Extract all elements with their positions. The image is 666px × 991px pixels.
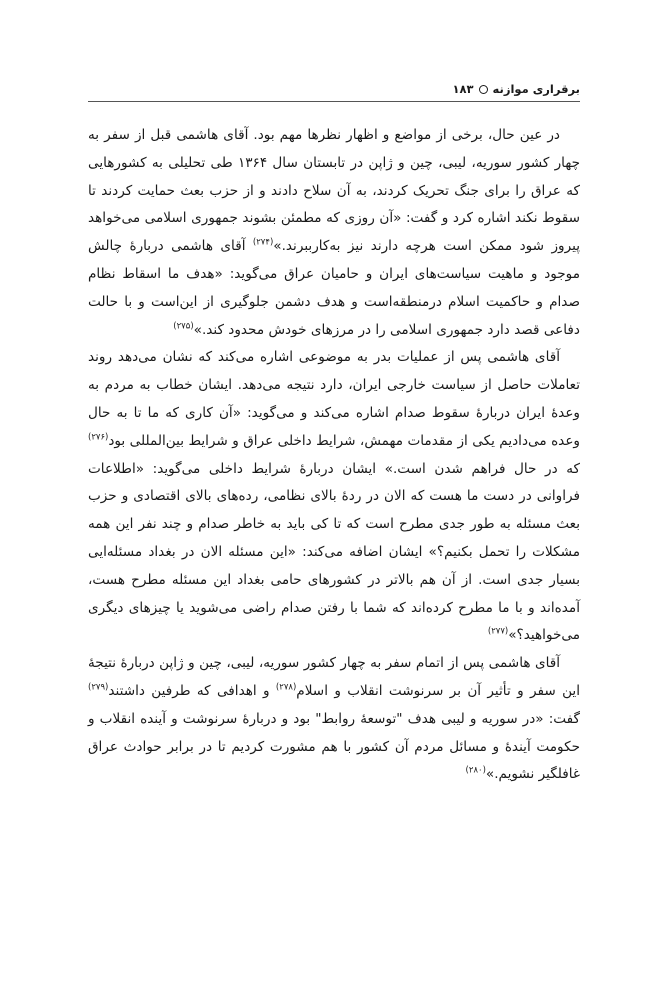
paragraph-2 bbox=[88, 344, 580, 650]
paragraph-text: آقای هاشمی دربارهٔ چالش موجود و ماهیت سیاست‌های ایران و حامیان عراق می‌گوید: «هدف ما اسقاط نظام صدام و حاکمیت اسلام درمنطقه‌است و هدف دشمن جلوگیری از این‌است و با حالت دفاعی قصد دارد جمهوری اسلامی را در مرزهای خودش محدود کند.» bbox=[88, 238, 580, 338]
paragraph-3 bbox=[88, 650, 580, 789]
footnote-ref: (۲۷۹) bbox=[88, 682, 109, 693]
paragraph-text: و اهدافی که طرفین داشتند bbox=[108, 682, 276, 699]
page-number: ۱۸۳ bbox=[452, 82, 474, 96]
body-text bbox=[88, 122, 580, 789]
paragraph-text: آقای هاشمی پس از عملیات بدر به موضوعی اشاره می‌کند که نشان می‌دهد روند تعاملات حاصل از سیاست خارجی ایران، دارد نتیجه می‌دهد. ایشان خطاب به مردم به وعدهٔ ایران دربارهٔ سقوط صدام اشاره می‌کند و می‌گوید: «آن کاری که ما تا به حال وعده می‌دادیم یکی از مقدمات مهمش، شرایط داخلی عراق و شرایط بین‌المللی بود bbox=[88, 349, 580, 449]
footnote-ref: (۲۸۰) bbox=[465, 765, 486, 776]
footnote-ref: (۲۷۷) bbox=[487, 626, 509, 637]
paragraph-text: گفت: «در سوریه و لیبی هدف "توسعهٔ روابط" بود و دربارهٔ سرنوشت و آینده انقلاب و حکومت آیندهٔ و مسائل مردم آن کشور با هم مشورت کردیم تا در برابر حوادث عراق غافلگیر نشویم.» bbox=[88, 710, 580, 783]
running-head bbox=[452, 79, 580, 99]
paragraph-text: در عین حال، برخی از مواضع و اظهار نظرها مهم بود. آقای هاشمی قبل از سفر به چهار کشور سوریه، لیبی، چین و ژاپن در تابستان سال ۱۳۶۴ طی تحلیلی به کشورهایی که عراق را برای جنگ تحریک کردند، به آن سلاح دادند و از حزب بعث حمایت کردند تا سقوط نکند اشاره کرد و گفت: «آن روزی که مطمئن بشوند جمهوری اسلامی می‌خواهد پیروز شود ممکن است هرچه دارند نیز به‌کارببرند.» bbox=[88, 127, 580, 255]
circle-ornament-icon bbox=[479, 85, 488, 94]
paragraph-text: که در حال فراهم شدن است.» ایشان دربارهٔ شرایط داخلی می‌گوید: «اطلاعات فراوانی در دست ما هست که الان در ردهٔ بالای نظامی، رده‌های بالای اقتصادی و حزب بعث مسئله به طور جدی مطرح است که تا کی باید به خاطر صدام و چند نفر این همه مشکلات را تحمل بکنیم؟» ایشان اضافه می‌کند: «این مسئله الان در بغداد مسئله‌ایی بسیار جدی است. از آن هم بالاتر در کشورهای حامی بغداد این مسئله مطرح هست، آمده‌اند و با ما مطرح کرده‌اند که شما با رفتن صدام راضی می‌شوید یا چیزهای دیگری می‌خواهید؟» bbox=[88, 460, 580, 644]
paragraph-1 bbox=[88, 122, 580, 344]
footnote-ref: (۲۷۵) bbox=[173, 321, 194, 332]
page-header bbox=[88, 79, 580, 101]
footnote-ref: (۲۷۸) bbox=[275, 682, 297, 693]
paragraph-text: آقای هاشمی پس از اتمام سفر به چهار کشور سوریه، لیبی، چین و ژاپن دربارهٔ نتیجهٔ این سفر و تأثیر آن بر سرنوشت انقلاب و اسلام bbox=[88, 655, 580, 699]
footnote-ref: (۲۷۴) bbox=[252, 237, 274, 248]
header-title: برقراری موازنه bbox=[492, 82, 580, 96]
header-rule bbox=[88, 101, 580, 102]
footnote-ref: (۲۷۶) bbox=[88, 432, 109, 443]
